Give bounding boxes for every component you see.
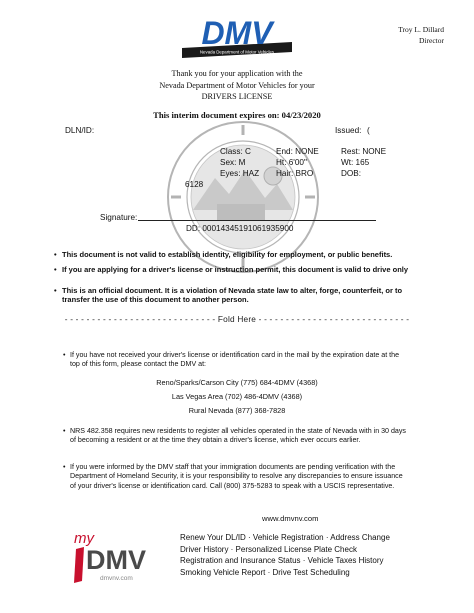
fold-dashes-left: - - - - - - - - - - - - - - - - - - - - - - - - - - - - <box>64 314 216 324</box>
services-line: Renew Your DL/ID · Vehicle Registration · Address Change <box>180 533 390 542</box>
endorsement-field: End: NONE <box>276 147 319 156</box>
issued-value: ( <box>367 126 370 135</box>
height-field: Ht: 6'00" <box>276 158 307 167</box>
mydmv-logo-my: my <box>74 530 94 547</box>
info-item <box>63 463 410 491</box>
bullet-icon: • <box>54 286 57 295</box>
info-item <box>63 427 410 446</box>
document-discriminator: DD: 00014345191061935900 <box>186 224 294 233</box>
dmv-logo <box>178 14 296 60</box>
mydmv-logo-dmv: DMV <box>86 545 146 575</box>
info-item <box>63 351 410 370</box>
services-line: Smoking Vehicle Report · Drive Test Scheduling <box>180 567 350 577</box>
fold-label: Fold Here <box>217 314 257 324</box>
restriction-field: Rest: NONE <box>341 147 387 156</box>
bullet-icon: • <box>63 351 66 359</box>
dmv-logo-subtext: Nevada Department of Motor Vehicles <box>199 49 275 55</box>
class-field: Class: C <box>220 147 251 156</box>
contact-rural: Rural Nevada (877) 368-7828 <box>188 406 286 415</box>
bullet-icon: • <box>63 427 66 435</box>
contact-list <box>0 376 474 418</box>
services-line: Registration and Insurance Status · Vehicle Taxes History <box>180 556 384 565</box>
thanks-line-2: Nevada Department of Motor Vehicles for your <box>159 80 315 90</box>
bullet-icon: • <box>54 265 57 274</box>
services-line: Driver History · Personalized License Plate Check <box>180 544 357 554</box>
fold-dashes-right: - - - - - - - - - - - - - - - - - - - - - - - - - - - - <box>258 314 410 324</box>
license-type: DRIVERS LICENSE <box>201 92 273 101</box>
dob-label: DOB: <box>341 169 362 178</box>
thanks-message <box>0 68 474 103</box>
notice-item <box>54 250 422 259</box>
dln-label: DLN/ID: <box>65 126 95 135</box>
immigration-text: If you were informed by the DMV staff that your immigration documents are pending verification with the Department of Homeland Security, it is your responsibility to resolve any discrepancies to ensure issuance of your driver's license or identification card. Call (800) 375-5283 to speak with a USCIS representative. <box>70 463 403 490</box>
contact-las-vegas: Las Vegas Area (702) 486-4DMV (4368) <box>171 392 303 401</box>
nrs-text: NRS 482.358 requires new residents to register all vehicles operated in the state of Nevada with in 30 days of becoming a resident or at the time they obtain a driver's license, which ever occurs earlier. <box>70 427 406 445</box>
bullet-icon: • <box>63 463 66 471</box>
director-block <box>398 24 444 46</box>
signature-label: Signature: <box>100 213 138 222</box>
bullet-icon: • <box>54 250 57 259</box>
website-url: www.dmvnv.com <box>262 514 319 523</box>
notice-item <box>54 265 422 274</box>
expiration-notice: This interim document expires on: 04/23/2020 <box>153 110 321 120</box>
not-received-text: If you have not received your driver's license or identification card in the mail by the expiration date at the top of this form, please contact the DMV at: <box>70 351 400 369</box>
thanks-line-1: Thank you for your application with the <box>171 69 303 78</box>
fold-line <box>0 314 474 324</box>
weight-field: Wt: 165 <box>341 158 370 167</box>
notice-text: This is an official document. It is a violation of Nevada state law to alter, forge, counterfeit, or to transfer the use of this document to another person. <box>62 286 403 305</box>
issued-label: Issued: <box>335 126 362 135</box>
sex-field: Sex: M <box>220 158 246 167</box>
eyes-field: Eyes: HAZ <box>220 169 260 178</box>
director-name: Troy L. Dillard <box>398 25 444 34</box>
online-services-list <box>180 532 390 578</box>
notice-text: This document is not valid to establish identity, eligibility for employment, or public benefits. <box>62 250 393 259</box>
notice-text: If you are applying for a driver's license or instruction permit, this document is valid to drive only <box>62 265 409 274</box>
mydmv-logo <box>70 527 166 585</box>
hair-field: Hair: BRO <box>276 169 314 178</box>
notice-item <box>54 286 422 305</box>
director-title: Director <box>419 36 444 45</box>
id-number-fragment: 6128 <box>185 180 204 189</box>
mydmv-logo-sub: dmvnv.com <box>100 575 133 582</box>
dmv-logo-text: DMV <box>201 15 273 51</box>
contact-reno: Reno/Sparks/Carson City (775) 684-4DMV (4368) <box>156 378 318 387</box>
signature-line <box>138 220 376 221</box>
